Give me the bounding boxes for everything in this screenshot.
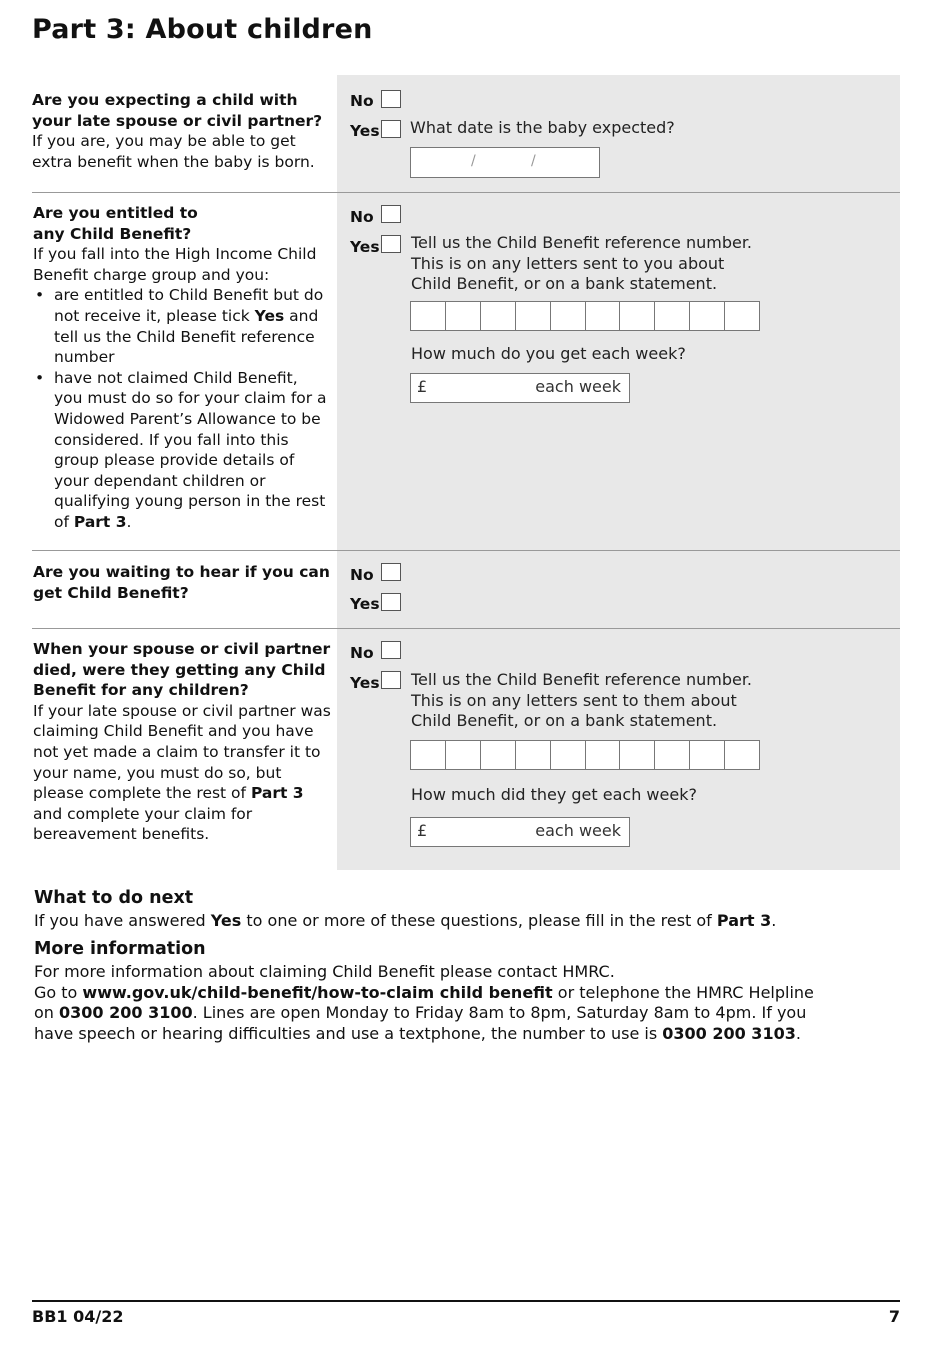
due-date-prompt: What date is the baby expected? — [410, 118, 675, 137]
list-item: • have not claimed Child Benefit, you must do so for your claim for a Widowed Parent’s Allowance to be considered. If you fall into this group please provide details of your dependant children or qualifying young person in the rest of Part 3. — [33, 368, 331, 533]
question-body: If your late spouse or civil partner was claiming Child Benefit and you have not yet made a claim to transfer it to your name, you must do so, but please complete the rest of Part 3 and complete your claim for bereavement benefits. — [33, 701, 331, 844]
pound-sign: £ — [417, 821, 428, 840]
question-heading: When your spouse or civil partner died, were they getting any Child Benefit for any children? — [33, 640, 331, 700]
question-heading: Are you waiting to hear if you can get Child Benefit? — [33, 563, 330, 602]
q3-yes-checkbox[interactable] — [381, 593, 401, 611]
reference-number-input[interactable] — [410, 740, 760, 770]
yes-label: Yes — [350, 238, 380, 256]
page-number: 7 — [888, 1307, 900, 1326]
date-separator: / — [471, 153, 476, 169]
section-heading: What to do next — [34, 888, 194, 908]
question-body: If you are, you may be able to get extra benefit when the baby is born. — [32, 132, 315, 171]
divider — [32, 628, 900, 629]
amount-prompt: How much did they get each week? — [411, 785, 697, 804]
page-title: Part 3: About children — [32, 14, 373, 45]
yes-label: Yes — [350, 674, 380, 692]
next-steps-text: If you have answered Yes to one or more of these questions, please fill in the rest of Part 3. — [34, 911, 777, 930]
question-heading: Are you entitled to any Child Benefit? — [33, 204, 198, 243]
q2-no-checkbox[interactable] — [381, 205, 401, 223]
weekly-amount-input[interactable] — [410, 817, 630, 847]
helpline-number: 0300 200 3100 — [59, 1003, 193, 1022]
each-week-label: each week — [535, 377, 621, 396]
q4-no-checkbox[interactable] — [381, 641, 401, 659]
no-label: No — [350, 92, 374, 110]
divider — [32, 550, 900, 551]
amount-prompt: How much do you get each week? — [411, 344, 686, 363]
reference-prompt: Tell us the Child Benefit reference number. This is on any letters sent to them about Child Benefit, or on a bank statement. — [411, 670, 753, 730]
divider — [32, 192, 900, 193]
question-waiting-child-benefit — [33, 562, 331, 603]
reference-number-input[interactable] — [410, 301, 760, 331]
child-benefit-link[interactable]: www.gov.uk/child-benefit/how-to-claim child benefit — [82, 982, 553, 1002]
no-label: No — [350, 644, 374, 662]
footer-divider — [32, 1300, 900, 1302]
textphone-number: 0300 200 3103 — [662, 1023, 796, 1043]
form-code: BB1 04/22 — [32, 1307, 124, 1326]
q1-yes-checkbox[interactable] — [381, 120, 401, 138]
answer-panel-3 — [337, 551, 900, 628]
list-item: • are entitled to Child Benefit but do not receive it, please tick Yes and tell us the Child Benefit reference number — [33, 285, 331, 367]
section-heading: More information — [34, 939, 206, 959]
weekly-amount-input[interactable] — [410, 373, 630, 403]
q4-yes-checkbox[interactable] — [381, 671, 401, 689]
yes-label: Yes — [350, 595, 380, 613]
question-intro: If you fall into the High Income Child Benefit charge group and you: — [33, 245, 317, 284]
due-date-input[interactable] — [410, 147, 600, 178]
question-expecting-child — [32, 90, 330, 172]
reference-prompt: Tell us the Child Benefit reference number. This is on any letters sent to you about Child Benefit, or on a bank statement. — [411, 233, 753, 293]
yes-label: Yes — [350, 122, 380, 140]
question-entitled-child-benefit — [33, 203, 331, 533]
q1-no-checkbox[interactable] — [381, 90, 401, 108]
no-label: No — [350, 566, 374, 584]
date-separator: / — [531, 153, 536, 169]
no-label: No — [350, 208, 374, 226]
each-week-label: each week — [535, 821, 621, 840]
pound-sign: £ — [417, 377, 428, 396]
question-heading: Are you expecting a child with your late spouse or civil partner? — [32, 91, 323, 130]
q2-yes-checkbox[interactable] — [381, 235, 401, 253]
q3-no-checkbox[interactable] — [381, 563, 401, 581]
question-spouse-child-benefit — [33, 639, 331, 845]
more-info-text: For more information about claiming Child Benefit please contact HMRC. Go to www.gov.uk/child-benefit/how-to-claim child benefit or telephone the HMRC Helpline on 0300 200 3100. Lines are open Monday to Friday 8am to 8pm, Saturday 8am to 4pm. If you have speech or hearing difficulties and use a textphone, the number to use is 0300 200 3103. — [34, 962, 814, 1043]
